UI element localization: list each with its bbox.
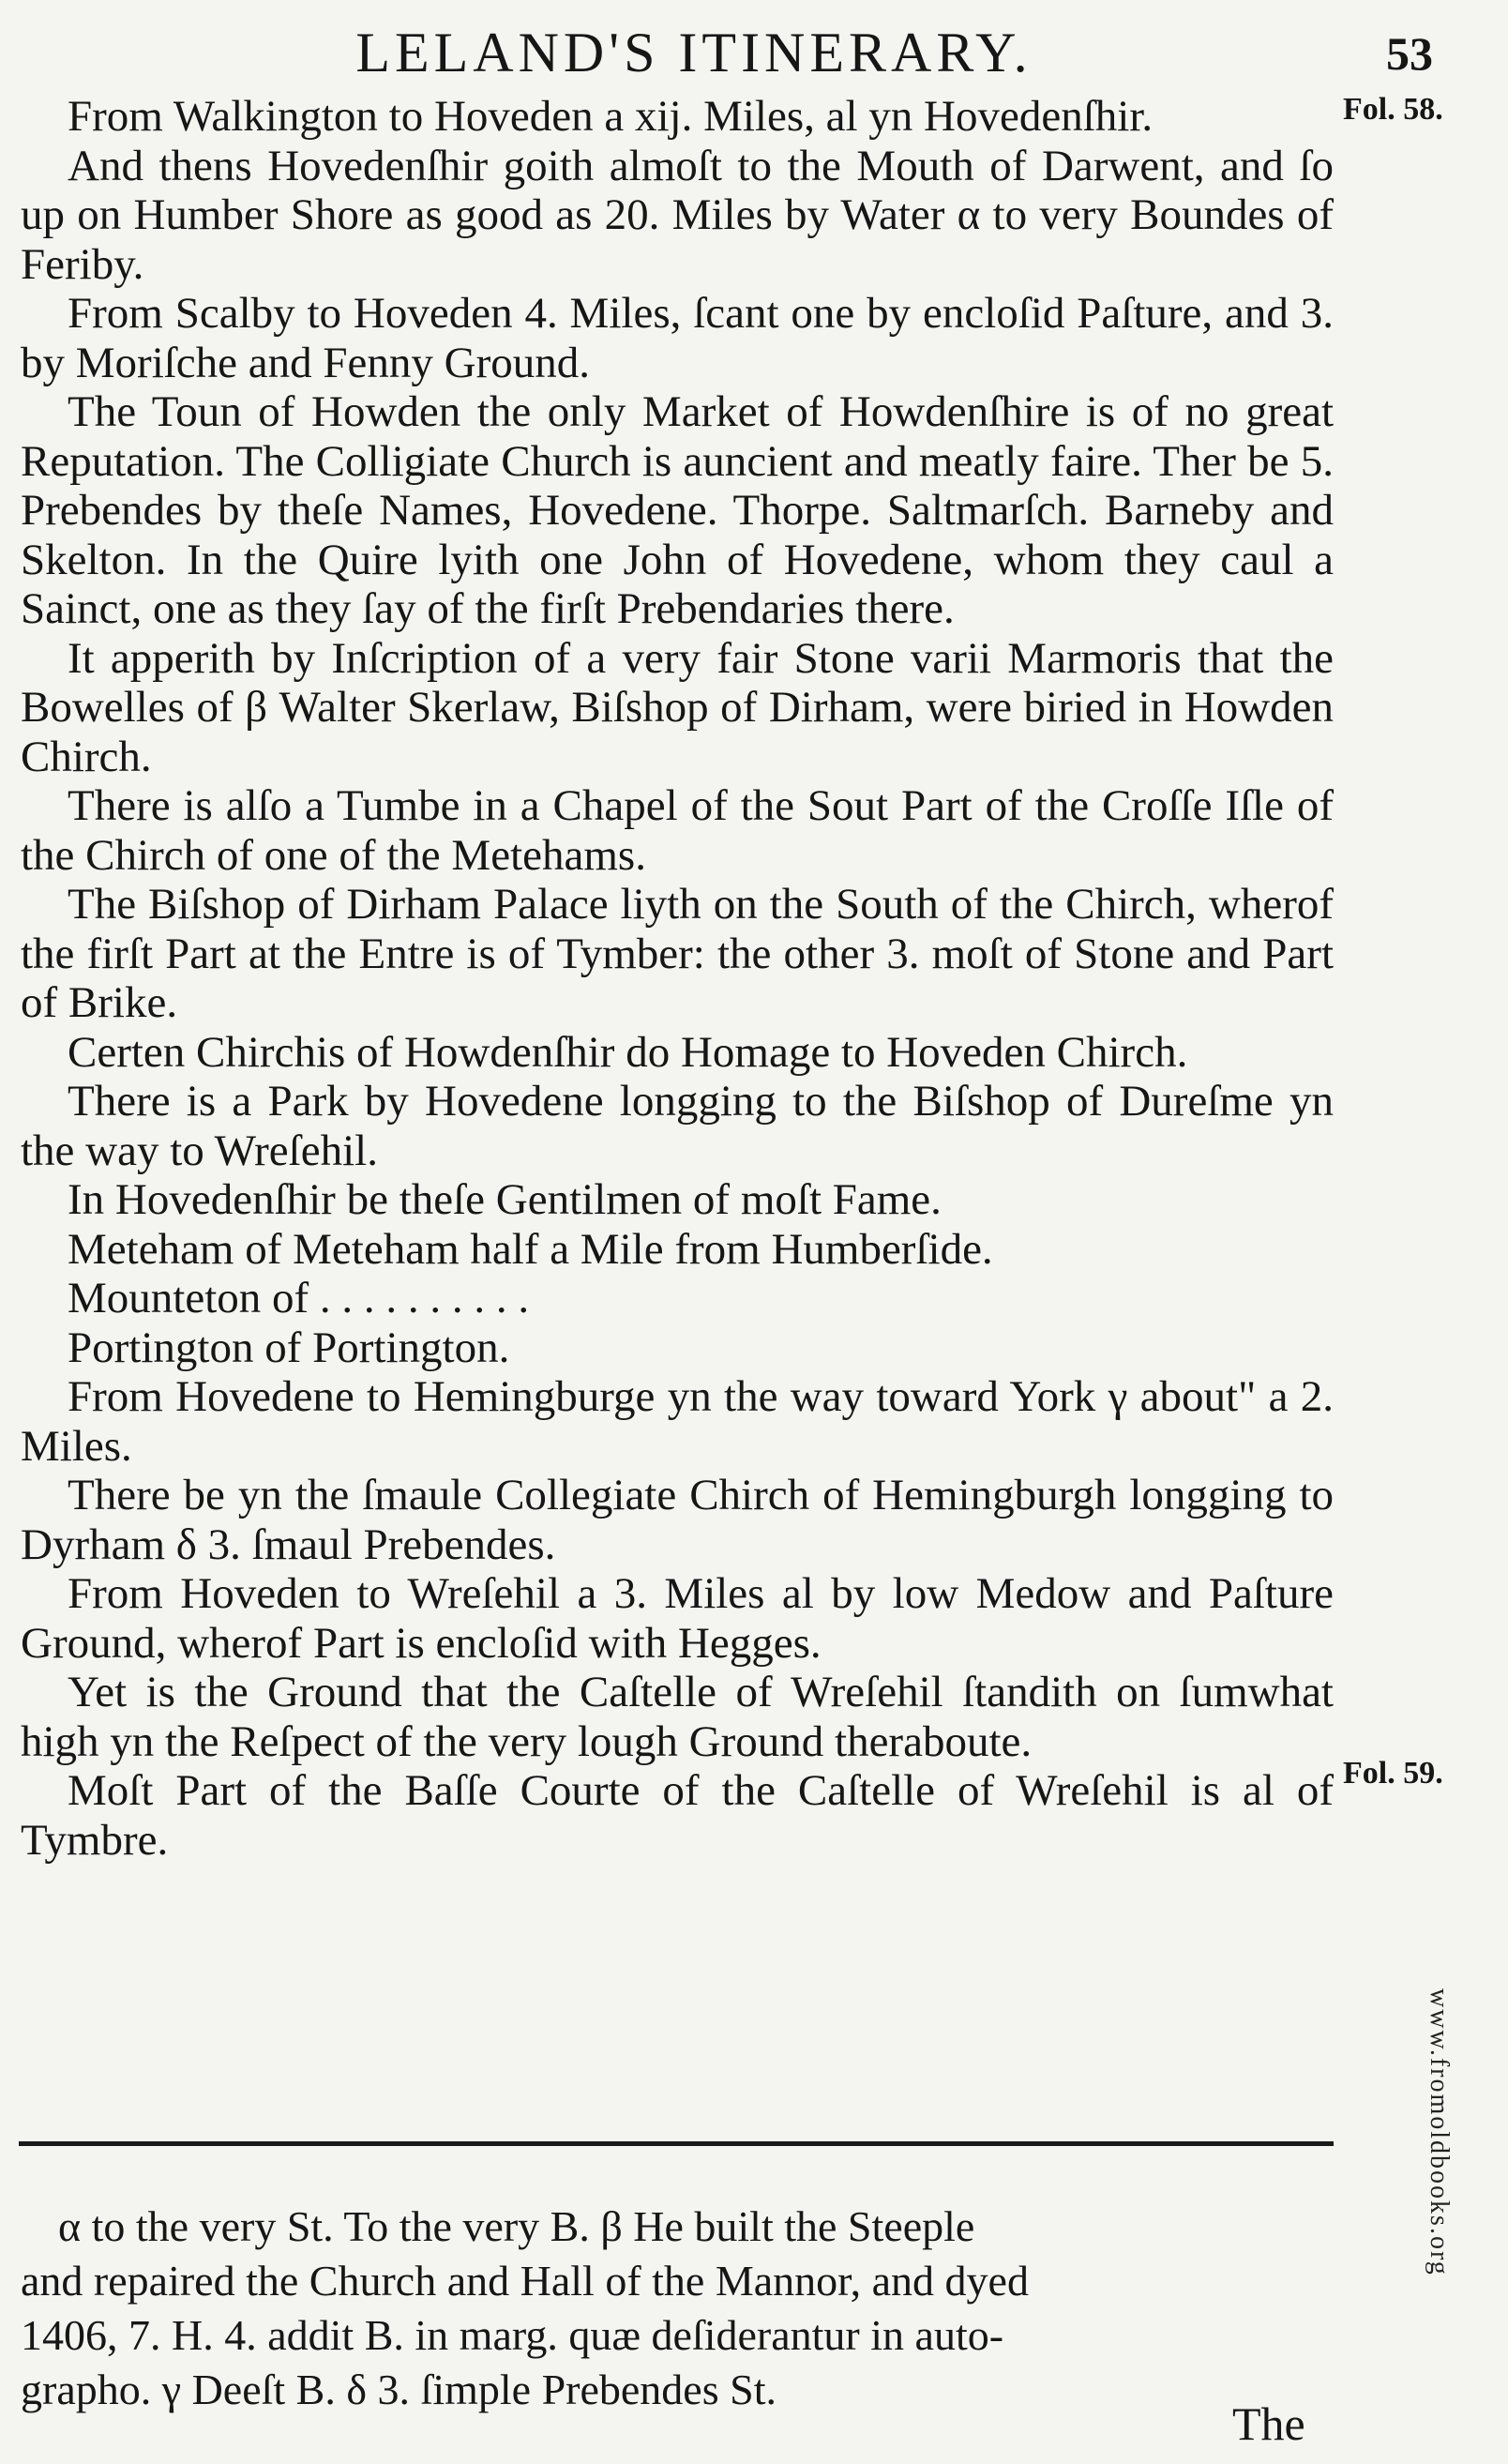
footnote-line: α to the very St. To the very B. β He built the Steeple [58, 2202, 975, 2250]
paragraph: Moſt Part of the Baſſe Courte of the Caſtelle of Wreſehil is al of Tymbre. [21, 1766, 1334, 1865]
running-title: LELAND'S ITINERARY. [355, 22, 1033, 83]
footnotes [21, 2199, 1334, 2417]
page-number: 53 [1386, 27, 1433, 80]
footnote-line: 1406, 7. H. 4. addit B. in marg. quæ deſiderantur in auto- [21, 2311, 1004, 2359]
paragraph: Meteham of Meteham half a Mile from Humberſide. [68, 1224, 993, 1274]
paragraph: There be yn the ſmaule Collegiate Chirch of Hemingburgh longging to Dyrham δ 3. ſmaul Prebendes. [21, 1471, 1334, 1569]
paragraph: It apperith by Inſcription of a very fair Stone varii Marmoris that the Bowelles of β Walter Skerlaw, Biſshop of Dirham, were biried in Howden Chirch. [21, 633, 1334, 781]
paragraph: The Biſshop of Dirham Palace liyth on the South of the Chirch, wherof the firſt Part at the Entre is of Tymber: the other 3. moſt of Stone and Part of Brike. [21, 880, 1334, 1027]
catchword: The [1232, 2397, 1305, 2450]
footnote-line: grapho. γ Deeſt B. δ 3. ſimple Prebendes St. [21, 2366, 777, 2413]
paragraph: From Hovedene to Hemingburge yn the way toward York γ about" a 2. Miles. [21, 1372, 1334, 1471]
footnote-divider [19, 2141, 1334, 2146]
paragraph: The Toun of Howden the only Market of Howdenſhire is of no great Reputation. The Colligiate Church is auncient and meatly faire. Ther be 5. Prebendes by theſe Names, Hovedene. Thorpe. Saltmarſch. Barneby and Skelton. In the Quire lyith one John of Hovedene, whom they caul a Sainct, one as they ſay of the firſt Prebendaries there. [21, 387, 1334, 633]
footnote-line: and repaired the Church and Hall of the Mannor, and dyed [21, 2257, 1029, 2305]
paragraph: And thens Hovedenſhir goith almoſt to the Mouth of Darwent, and ſo up on Humber Shore as good as 20. Miles by Water α to very Boundes of Feriby. [21, 141, 1334, 289]
paragraph: Portington of Portington. [68, 1323, 510, 1372]
paragraph: There is a Park by Hovedene longging to the Biſshop of Dureſme yn the way to Wreſehil. [21, 1077, 1334, 1175]
paragraph: From Walkington to Hoveden a xij. Miles, al yn Hovedenſhir. [68, 92, 1154, 141]
paragraph: Certen Chirchis of Howdenſhir do Homage to Hoveden Chirch. [68, 1027, 1188, 1077]
paragraph: In Hovedenſhir be theſe Gentilmen of moſt Fame. [68, 1175, 942, 1224]
paragraph: There is alſo a Tumbe in a Chapel of the Sout Part of the Croſſe Iſle of the Chirch of one of the Metehams. [21, 781, 1334, 880]
margin-note-fol59: Fol. 59. [1343, 1756, 1443, 1791]
paragraph: From Scalby to Hoveden 4. Miles, ſcant one by encloſid Paſture, and 3. by Moriſche and Fenny Ground. [21, 289, 1334, 387]
paragraph: Yet is the Ground that the Caſtelle of Wreſehil ſtandith on ſumwhat high yn the Reſpect of the very lough Ground theraboute. [21, 1668, 1334, 1766]
watermark: www.fromoldbooks.org [1425, 1988, 1454, 2276]
margin-note-fol58: Fol. 58. [1343, 92, 1443, 127]
main-text [21, 92, 1334, 1865]
paragraph: Mounteton of . . . . . . . . . . [68, 1274, 530, 1323]
paragraph: From Hoveden to Wreſehil a 3. Miles al by low Medow and Paſture Ground, wherof Part is encloſid with Hegges. [21, 1569, 1334, 1668]
